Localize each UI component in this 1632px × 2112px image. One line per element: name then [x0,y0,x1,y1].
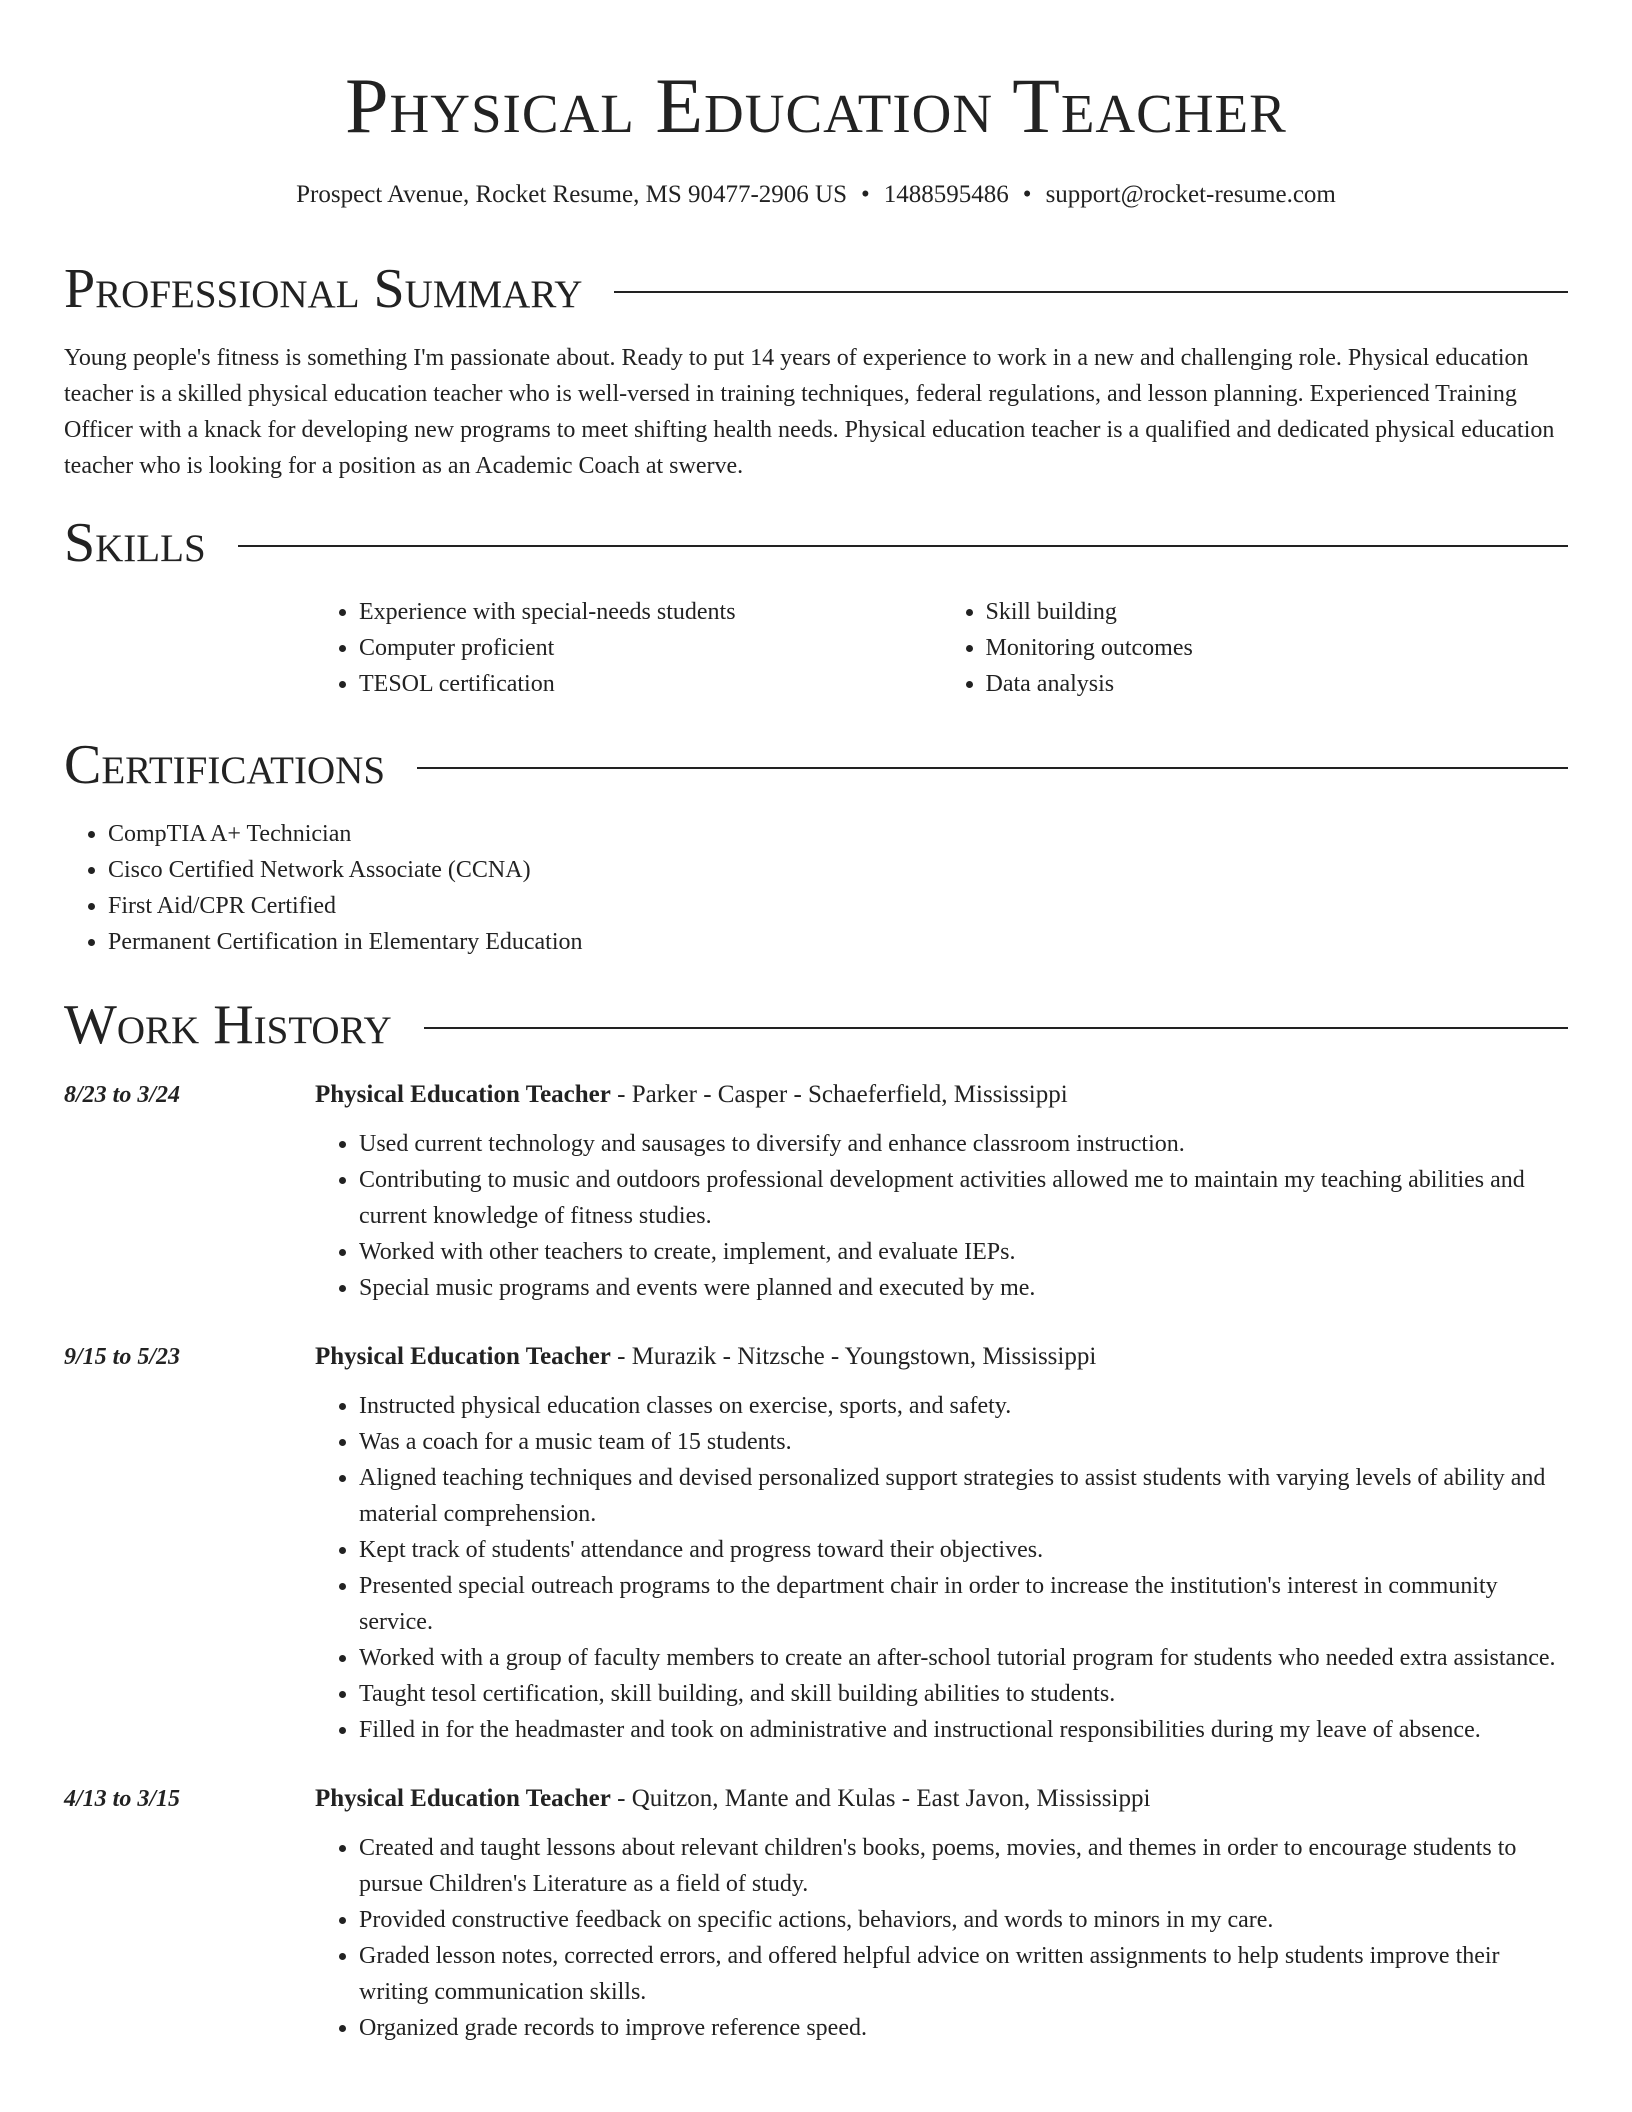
certification-item: • CompTIA A+ Technician [108,816,1568,852]
job-duty: • Presented special outreach programs to the department chair in order to increase the institution's interest in community service. [359,1568,1568,1640]
job-dates: 4/13 to 3/15 [64,1786,181,1812]
job-duty: • Graded lesson notes, corrected errors, and offered helpful advice on written assignments to help students improve their writing communication skills. [359,1938,1568,2010]
summary-heading: Professional Summary [64,258,583,320]
job-role: Physical Education Teacher [315,1785,611,1812]
skill-item: • Computer proficient [359,630,942,666]
certifications-list [64,816,1568,960]
job-duty: • Contributing to music and outdoors professional development activities allowed me to maintain my teaching abilities and current knowledge of fitness studies. [359,1162,1568,1234]
job-entry [64,1782,1568,2046]
job-body [315,1078,1568,1306]
job-duty: • Created and taught lessons about relevant children's books, poems, movies, and themes in order to encourage students to pursue Children's Literature as a field of study. [359,1830,1568,1902]
certification-item: • Permanent Certification in Elementary Education [108,924,1568,960]
skills-list [315,594,1568,702]
job-duties [315,1388,1568,1748]
job-role: Physical Education Teacher [315,1081,611,1108]
skill-item: • Skill building [986,594,1569,630]
job-duty: • Instructed physical education classes on exercise, sports, and safety. [359,1388,1568,1424]
job-entry [64,1078,1568,1306]
work-heading: Work History [64,994,392,1056]
section-divider [417,767,1568,769]
job-employer: - Quitzon, Mante and Kulas - East Javon, Mississippi [610,1785,1151,1812]
job-duty: • Aligned teaching techniques and devised personalized support strategies to assist students with varying levels of ability and material comprehension. [359,1460,1568,1532]
contact-separator: • [1022,181,1032,208]
contact-address: Prospect Avenue, Rocket Resume, MS 90477-2906 US [296,181,848,208]
job-employer: - Murazik - Nitzsche - Youngstown, Mississippi [610,1343,1097,1370]
skills-heading: Skills [64,512,206,574]
certification-item: • First Aid/CPR Certified [108,888,1568,924]
job-title-line [315,1078,1568,1112]
job-body [315,1782,1568,2046]
job-duty: • Used current technology and sausages to diversify and enhance classroom instruction. [359,1126,1568,1162]
skills-column-left [315,594,942,702]
certifications-section-header [64,730,1568,800]
skill-item: • Monitoring outcomes [986,630,1569,666]
certification-item: • Cisco Certified Network Associate (CCNA) [108,852,1568,888]
job-duty: • Provided constructive feedback on specific actions, behaviors, and words to minors in my care. [359,1902,1568,1938]
job-dates: 8/23 to 3/24 [64,1082,181,1108]
job-duty: • Taught tesol certification, skill building, and skill building abilities to students. [359,1676,1568,1712]
job-title-line [315,1340,1568,1374]
contact-line [64,178,1568,212]
job-employer: - Parker - Casper - Schaeferfield, Mississippi [610,1081,1068,1108]
job-duty: • Special music programs and events were planned and executed by me. [359,1270,1568,1306]
job-duty: • Was a coach for a music team of 15 students. [359,1424,1568,1460]
job-duties [315,1830,1568,2046]
skill-item: • Data analysis [986,666,1569,702]
job-entry [64,1340,1568,1748]
section-divider [614,291,1568,293]
job-duty: • Organized grade records to improve reference speed. [359,2010,1568,2046]
skill-item: • Experience with special-needs students [359,594,942,630]
contact-separator: • [861,181,870,208]
job-duty: • Filled in for the headmaster and took on administrative and instructional responsibilities during my leave of absence. [359,1712,1568,1748]
certifications-heading: Certifications [64,734,386,796]
skills-section-header [64,508,1568,578]
job-duty: • Worked with other teachers to create, implement, and evaluate IEPs. [359,1234,1568,1270]
work-section-header [64,990,1568,1060]
section-divider [424,1027,1568,1029]
job-title-line [315,1782,1568,1816]
section-divider [238,545,1568,547]
contact-email[interactable]: support@rocket-resume.com [1045,181,1336,208]
job-duties [315,1126,1568,1306]
skill-item: • TESOL certification [359,666,942,702]
job-duty: • Worked with a group of faculty members to create an after-school tutorial program for students who needed extra assistance. [359,1640,1568,1676]
job-role: Physical Education Teacher [315,1343,611,1370]
contact-phone: 1488595486 [883,181,1009,208]
candidate-name: Physical Education Teacher [345,62,1287,149]
resume-page [64,0,1568,2046]
job-dates: 9/15 to 5/23 [64,1344,181,1370]
skills-column-right [942,594,1569,702]
job-body [315,1340,1568,1748]
summary-text: Young people's fitness is something I'm passionate about. Ready to put 14 years of experience to work in a new and challenging role. Physical education teacher is a skilled physical education teacher who is well-versed in training techniques, federal regulations, and lesson planning. Experienced Training Officer with a knack for developing new programs to meet shifting health needs. Physical education teacher is a qualified and dedicated physical education teacher who is looking for a position as an Academic Coach at swerve. [64,345,1555,479]
job-duty: • Kept track of students' attendance and progress toward their objectives. [359,1532,1568,1568]
summary-section-header [64,254,1568,324]
